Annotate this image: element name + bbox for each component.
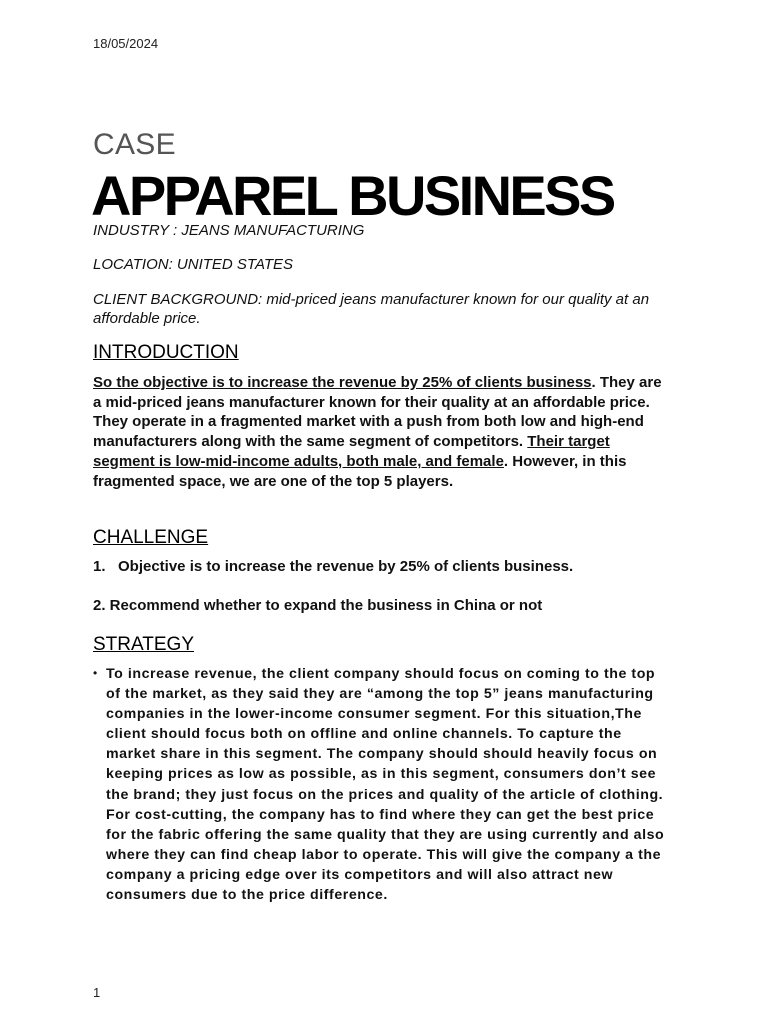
document-title: APPAREL BUSINESS — [91, 164, 614, 227]
challenge-item-1-text: Objective is to increase the revenue by 25% of clients business. — [118, 558, 574, 575]
introduction-text-part-2: . However, in this fragmented space, we are one of the top 5 players. — [93, 452, 627, 490]
target-segment-statement: Their target segment is low-mid-income adults, both male, and female — [93, 433, 610, 470]
challenge-item-2: 2. Recommend whether to expand the business in China or not — [93, 597, 543, 614]
challenge-item-1 — [93, 558, 573, 575]
document-date: 18/05/2024 — [93, 36, 159, 51]
introduction-heading: INTRODUCTION — [93, 342, 239, 363]
strategy-bullet: • — [93, 666, 98, 680]
location-line: LOCATION: UNITED STATES — [93, 256, 294, 273]
client-background-line: CLIENT BACKGROUND: mid-priced jeans manufacturer known for our quality at an affordable price. — [93, 291, 650, 327]
objective-statement: So the objective is to increase the revenue by 25% of clients business — [93, 374, 592, 391]
challenge-heading: CHALLENGE — [93, 527, 209, 548]
strategy-paragraph: To increase revenue, the client company should focus on coming to the top of the market, as they said they are “among the top 5” jeans manufacturing companies in the lower-income consumer segment. For this situation,The client should focus both on offline and online channels. To capture the market share in this segment. The company should should heavily focus on keeping prices as low as possible, as in this segment, consumers don’t see the brand; they just focus on the prices and quality of the article of clothing. For cost-cutting, the company has to find where they can get the best price for the fabric offering the same quality that they are using currently and also where they can find cheap labor to operate. This will give the company a the company a pricing edge over its competitors and will also attract new consumers due to the price difference. — [106, 666, 665, 904]
industry-line: INDUSTRY : JEANS MANUFACTURING — [93, 222, 365, 239]
page-number: 1 — [93, 985, 101, 1000]
challenge-item-1-number: 1. — [93, 558, 106, 575]
strategy-heading: STRATEGY — [93, 634, 194, 655]
case-label: CASE — [93, 128, 176, 161]
introduction-paragraph — [93, 373, 673, 491]
introduction-text-part-1: . They are a mid-priced jeans manufacturer known for their quality at an affordable price. They operate in a fragmented market with a push from both low and high-end manufacturers along with the same segment of competitors. — [93, 374, 662, 451]
